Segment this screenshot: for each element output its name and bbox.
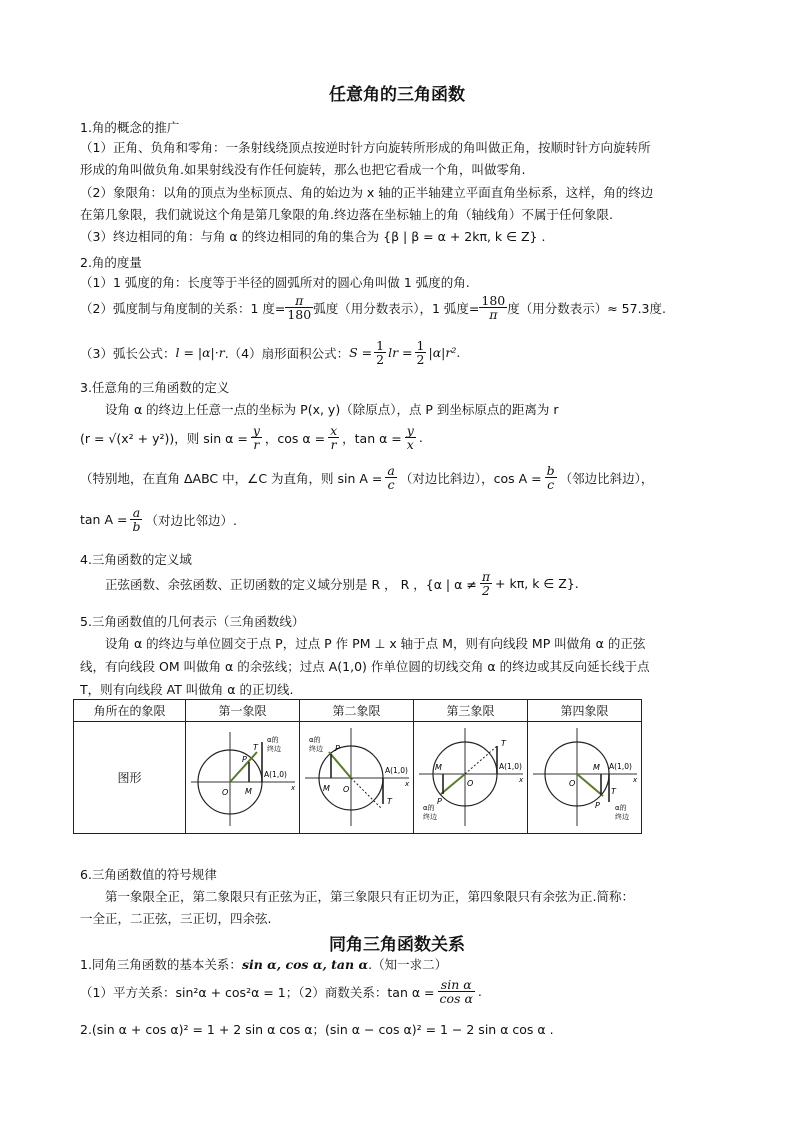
label-P: P	[436, 797, 442, 806]
fraction-b-over-c	[545, 464, 557, 491]
frac-denominator: c	[387, 477, 395, 493]
section-6-heading: 6.三角函数值的符号规律	[80, 867, 217, 882]
frac-denominator: r	[330, 437, 337, 453]
label-M: M	[244, 787, 252, 796]
label-x: x	[404, 780, 409, 788]
arc-length-formula: l = |α|·r	[175, 345, 225, 361]
frac-numerator: 1	[416, 338, 425, 353]
s5-paragraph-1: 设角 α 的终边与单位圆交于点 P，过点 P 作 PM ⊥ x 轴于点 M，则有向线段 MP 叫做角 α 的正弦	[105, 636, 646, 651]
table-header: 角所在的象限	[74, 700, 186, 722]
s2-paragraph-1: （1）1 弧度的角：长度等于半径的圆弧所对的圆心角叫做 1 弧度的角.	[80, 275, 470, 290]
label-T: T	[252, 743, 258, 752]
s6-paragraph-1: 第一象限全正，第二象限只有正弦为正，第三象限只有正切为正，第四象限只有余弦为正.简称：	[105, 889, 634, 904]
section-1-heading: 1.角的概念的推广	[80, 120, 180, 135]
fraction-x-over-r	[328, 424, 339, 451]
frac-denominator: 2	[416, 352, 425, 368]
fraction-a-over-b	[130, 506, 142, 533]
s1-paragraph-1a: （1）正角、负角和零角：一条射线绕顶点按逆时针方向旋转所形成的角叫做正角，按顺时针方向旋转所	[80, 140, 651, 155]
fraction-half	[374, 339, 386, 366]
s3-paragraph-4	[80, 506, 237, 533]
s2-paragraph-2	[80, 294, 666, 321]
s4-p1-pre: 正弦函数、余弦函数、正切函数的定义域分别是 R ， R ，{α | α ≠	[105, 576, 477, 592]
s3-p3-mid: （对边比斜边），cos A =	[399, 470, 542, 486]
unit-circle-q2-diagram	[301, 722, 413, 830]
table-header: 第二象限	[300, 700, 414, 722]
label-alpha-end-1: α的	[266, 736, 279, 744]
figure-quadrant-3	[414, 722, 528, 834]
t2-paragraph-2: （1）平方关系：sin²α + cos²α = 1；（2）商数关系：tan α = $\frac{\text{sin α}}{\text{cos α}}$ .	[80, 977, 482, 1007]
label-T: T	[500, 739, 506, 748]
unit-circle-q3-diagram	[415, 722, 527, 830]
label-M: M	[592, 763, 600, 772]
s3-p3-post: （邻边比斜边），	[559, 470, 654, 486]
frac-denominator: b	[132, 519, 141, 535]
sector-formula-lr: lr =	[388, 345, 413, 361]
fraction-half	[415, 339, 427, 366]
table-header: 第一象限	[186, 700, 300, 722]
frac-numerator: π	[285, 294, 313, 308]
frac-numerator: 1	[376, 338, 385, 353]
s3-p2-cos: ，cos α =	[264, 430, 326, 446]
unit-circle-q1-diagram	[187, 722, 299, 830]
label-alpha-end-1: α的	[422, 804, 435, 812]
t2-p1-post: .（知一求二）	[368, 957, 448, 972]
figure-quadrant-4	[528, 722, 642, 834]
section-4-heading: 4.三角函数的定义域	[80, 552, 192, 567]
s2-paragraph-3	[80, 339, 460, 366]
s6-paragraph-2: 一全正，二正弦，三正切，四余弦.	[80, 911, 272, 926]
t2-paragraph-3: 2.(sin α + cos α)² = 1 + 2 sin α cos α；(sin α − cos α)² = 1 − 2 sin α cos α .	[80, 1022, 554, 1037]
label-alpha-end-2: 终边	[308, 745, 323, 753]
frac-numerator: sin α	[438, 978, 475, 992]
label-x: x	[290, 784, 295, 792]
label-alpha-end-1: α的	[614, 804, 627, 812]
frac-denominator: r	[253, 437, 260, 453]
s5-paragraph-2: 线，有向线段 OM 叫做角 α 的余弦线；过点 A(1,0) 作单位圆的切线交角 α 的终边或其反向延长线于点	[80, 659, 650, 674]
label-A: A(1,0)	[263, 770, 287, 779]
label-alpha-end-2: 终边	[266, 745, 281, 753]
s3-p2-tan: ，tan α =	[342, 430, 402, 446]
t2-paragraph-1	[80, 955, 447, 973]
frac-numerator: x	[330, 423, 338, 438]
section-2-heading: 2.角的度量	[80, 255, 142, 270]
s3-p4-pre: tan A =	[80, 512, 128, 528]
s2-p2-mid: 弧度（用分数表示），1 弧度=	[313, 300, 480, 316]
section-3-heading: 3.任意角的三角函数的定义	[80, 380, 230, 395]
label-alpha-end-2: 终边	[422, 813, 437, 821]
row-label-figure: 图形	[74, 722, 186, 834]
s3-p4-post: （对边比邻边）.	[145, 512, 237, 528]
label-P: P	[241, 755, 247, 764]
section-5-heading: 5.三角函数值的几何表示（三角函数线）	[80, 614, 305, 629]
label-A: A(1,0)	[498, 762, 522, 771]
s2-p3-pre: （3）弧长公式：	[80, 345, 176, 361]
s3-p3-pre: （特别地，在直角 ΔABC 中，∠C 为直角，则 sin A =	[80, 470, 383, 486]
frac-denominator: 2	[481, 583, 490, 599]
s1-paragraph-2b: 在第几象限，我们就说这个角是第几象限的角.终边落在坐标轴上的角（轴线角）不属于任何象限.	[80, 207, 613, 222]
unit-circle-q4-diagram	[529, 722, 641, 830]
frac-denominator: x	[406, 437, 414, 453]
s1-paragraph-3: （3）终边相同的角：与角 α 的终边相同的角的集合为 {β | β = α + 2kπ, k ∈ Z} .	[80, 229, 546, 244]
s4-paragraph-1	[105, 570, 579, 597]
frac-denominator: 2	[376, 352, 385, 368]
label-T: T	[386, 797, 392, 806]
frac-denominator: π	[489, 307, 498, 323]
label-P: P	[594, 801, 600, 810]
figure-quadrant-2	[300, 722, 414, 834]
t2-p2-pre: （1）平方关系：sin²α + cos²α = 1；（2）商数关系：tan α =	[80, 984, 435, 1000]
frac-numerator: a	[387, 463, 395, 478]
s3-paragraph-2: (r = √(x² + y²))，则 sin α = $\frac{y}{r}$ ，cos α = $\frac{x}{r}$ ，tan α = $\frac{y}{x}$ .	[80, 423, 423, 453]
fraction-sin-over-cos	[438, 978, 475, 1005]
fraction-pi-over-180	[285, 294, 313, 321]
label-alpha-end-1: α的	[308, 736, 321, 744]
frac-numerator: a	[130, 506, 142, 520]
sector-formula-s: S =	[349, 345, 373, 361]
frac-numerator: y	[406, 423, 414, 438]
fraction-180-over-pi	[479, 294, 507, 321]
frac-numerator: 180	[481, 293, 506, 308]
label-O: O	[342, 785, 349, 794]
fraction-y-over-x	[405, 424, 416, 451]
label-A: A(1,0)	[608, 762, 632, 771]
label-x: x	[632, 776, 637, 784]
label-A: A(1,0)	[384, 766, 408, 775]
table-header: 第四象限	[528, 700, 642, 722]
label-T: T	[610, 787, 616, 796]
s3-p2-pre: (r = √(x² + y²))，则 sin α =	[80, 430, 248, 446]
s1-paragraph-2a: （2）象限角：以角的顶点为坐标顶点、角的始边为 x 轴的正半轴建立平面直角坐标系，这样，角的终边	[80, 185, 654, 200]
frac-denominator: c	[547, 477, 555, 493]
label-O: O	[466, 779, 473, 788]
s2-p2-post: 度（用分数表示）≈ 57.3度.	[507, 300, 666, 316]
fraction-pi-over-2	[480, 570, 492, 597]
fraction-y-over-r	[251, 424, 262, 451]
s2-p2-pre: （2）弧度制与角度制的关系：1 度=	[80, 300, 286, 316]
s1-paragraph-1b: 形成的角叫做负角.如果射线没有作任何旋转，那么也把它看成一个角，叫做零角.	[80, 162, 526, 177]
label-x: x	[518, 776, 523, 784]
table-header: 第三象限	[414, 700, 528, 722]
s4-p1-post: + kπ, k ∈ Z}.	[495, 576, 579, 592]
t2-p1-pre: 1.同角三角函数的基本关系：	[80, 957, 242, 972]
quadrant-table	[73, 699, 642, 834]
frac-numerator: π	[481, 569, 491, 584]
section-title-2: 同角三角函数关系	[329, 935, 465, 955]
frac-numerator: y	[252, 423, 260, 438]
sector-formula-ar: |α|r².	[428, 345, 461, 361]
fraction-a-over-c	[385, 464, 396, 491]
frac-numerator: b	[546, 463, 555, 478]
page-title: 任意角的三角函数	[329, 85, 465, 105]
label-alpha-end-2: 终边	[614, 813, 629, 821]
s3-paragraph-1: 设角 α 的终边上任意一点的坐标为 P(x, y)（除原点），点 P 到坐标原点的距离为 r	[105, 402, 559, 417]
label-M: M	[322, 784, 330, 793]
s3-paragraph-3	[80, 464, 653, 491]
frac-denominator: 180	[287, 307, 312, 323]
label-O: O	[221, 788, 228, 797]
figure-quadrant-1	[186, 722, 300, 834]
t2-p1-math: sin α, cos α, tan α	[241, 957, 369, 972]
label-O: O	[568, 779, 575, 788]
label-M: M	[434, 763, 442, 772]
s5-paragraph-3: T，则有向线段 AT 叫做角 α 的正切线.	[80, 682, 294, 697]
frac-denominator: cos α	[439, 991, 473, 1007]
s2-p3-mid: .（4）扇形面积公式：	[224, 345, 350, 361]
label-P: P	[334, 744, 340, 753]
